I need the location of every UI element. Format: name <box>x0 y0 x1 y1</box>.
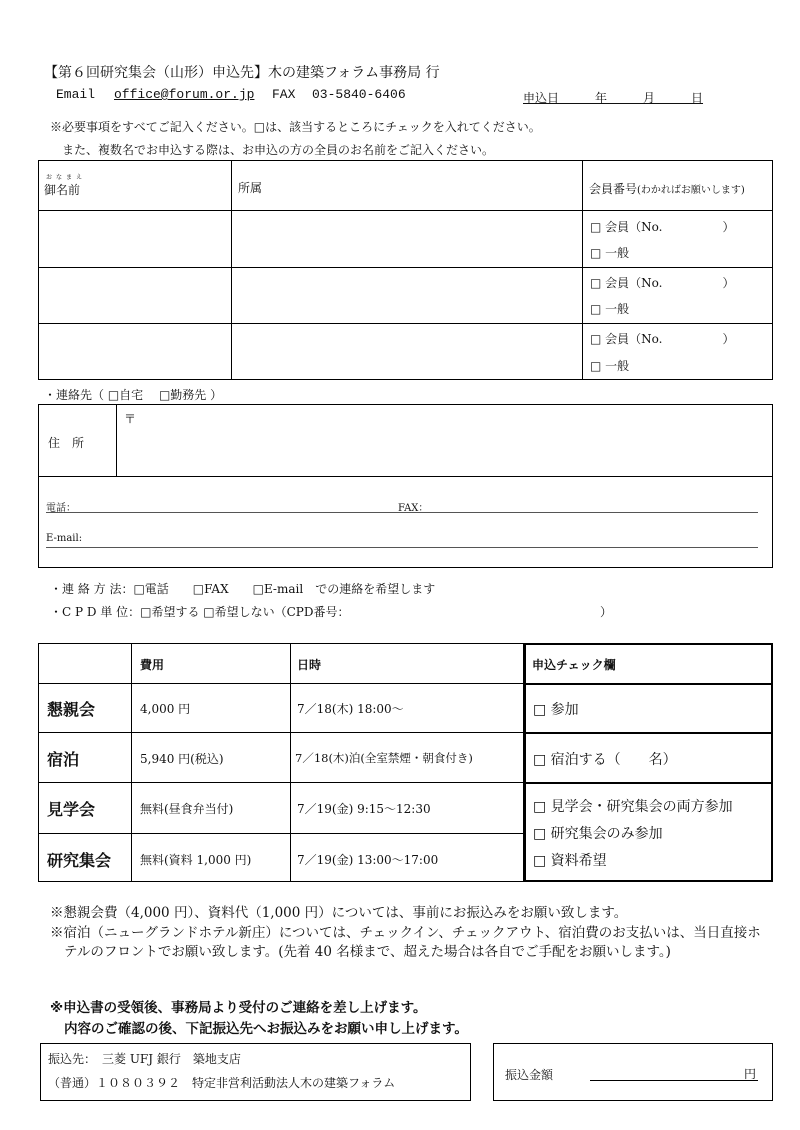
note-hotel: ※宿泊（ニューグランドホテル新庄）については、チェックイン、チェックアウト、宿泊費のお支払いは、当日直接ホテルのフロントでお願い致します。(先着 40 名様まで、超えた場合は各自でご手配をお願いします。) <box>50 925 761 960</box>
event-name-party: 懇親会 <box>47 700 96 719</box>
application-date-field[interactable]: 申込日 年 月 日 <box>523 91 704 105</box>
header-check: 申込チェック欄 <box>532 658 616 672</box>
event-datetime-party: 7／18(木) 18:00～ <box>297 702 404 716</box>
fax-number: 03-5840-6406 <box>312 87 406 102</box>
event-name-tour: 見学会 <box>47 800 96 819</box>
header-member-no: 会員番号(わかればお願いします) <box>589 182 745 196</box>
event-name-stay: 宿泊 <box>47 750 80 769</box>
contact-box <box>38 404 773 568</box>
header-fee: 費用 <box>140 658 165 672</box>
cpd-close: ） <box>600 605 613 619</box>
announce-line-2: 内容のご確認の後、下記振込先へお振込みをお願い申し上げます。 <box>64 1021 468 1037</box>
contact-fax-label: FAX： <box>398 503 429 514</box>
event-fee-party: 4,000 円 <box>140 702 191 716</box>
cpd-option[interactable]: ・C P D 単 位：□希望する □希望しない（CPD番号： <box>50 605 350 619</box>
phone-label: 電話： <box>46 503 76 514</box>
address-label: 住 所 <box>48 436 85 450</box>
page-title: 【第６回研究集会（山形）申込先】木の建築フォラム事務局 行 <box>44 65 440 81</box>
bank-line-2: （普通）１０８０３９２ 特定非営利活動法人木の建築フォラム <box>48 1076 396 1090</box>
fax-label: FAX <box>272 87 296 102</box>
bank-line-1: 振込先： 三菱 UFJ 銀行 築地支店 <box>48 1052 241 1066</box>
general-option-row-3[interactable]: □ 一般 <box>590 359 630 373</box>
header-datetime: 日時 <box>297 658 322 672</box>
event-fee-stay: 5,940 円(税込) <box>140 752 224 766</box>
member-option-row-1[interactable]: □ 会員（No. ） <box>590 220 735 234</box>
member-option-row-3[interactable]: □ 会員（No. ） <box>590 332 735 346</box>
event-datetime-stay: 7／18(木)泊(全室禁煙・朝食付き) <box>295 751 473 765</box>
general-option-row-1[interactable]: □ 一般 <box>590 246 630 260</box>
amount-line[interactable] <box>590 1080 758 1081</box>
check-party[interactable]: □ 参加 <box>533 702 579 718</box>
header-name: 御名前 <box>44 183 81 197</box>
name-ruby: おなまえ <box>46 174 87 181</box>
instruction-line-1: ※必要事項をすべてご記入ください。□は、該当するところにチェックを入れてください。 <box>50 120 541 134</box>
general-option-row-2[interactable]: □ 一般 <box>590 302 630 316</box>
header-affiliation: 所属 <box>238 181 263 195</box>
check-materials[interactable]: □ 資料希望 <box>533 853 607 869</box>
event-datetime-meeting: 7／19(金) 13:00～17:00 <box>297 853 439 867</box>
event-datetime-tour: 7／19(金) 9:15～12:30 <box>297 802 431 816</box>
announce-line-1: ※申込書の受領後、事務局より受付のご連絡を差し上げます。 <box>50 1000 427 1016</box>
event-name-meeting: 研究集会 <box>47 851 112 870</box>
email-label: Email <box>56 87 96 102</box>
contact-email-label: E-mail: <box>46 533 83 544</box>
event-fee-tour: 無料(昼食弁当付) <box>140 802 234 816</box>
amount-label: 振込金額 <box>505 1068 554 1082</box>
phone-fax-line[interactable] <box>46 512 758 513</box>
email-line[interactable] <box>46 547 758 548</box>
email-link[interactable]: office@forum.or.jp <box>114 87 255 102</box>
check-stay[interactable]: □ 宿泊する（ 名） <box>533 752 677 768</box>
check-meeting-only[interactable]: □ 研究集会のみ参加 <box>533 826 663 842</box>
member-option-row-2[interactable]: □ 会員（No. ） <box>590 276 735 290</box>
check-tour-both[interactable]: □ 見学会・研究集会の両方参加 <box>533 799 733 815</box>
event-fee-meeting: 無料(資料 1,000 円) <box>140 853 252 867</box>
note-fees: ※懇親会費（4,000 円）、資料代（1,000 円）については、事前にお振込みをお願い致します。 <box>50 905 628 921</box>
postal-mark: 〒 <box>124 412 137 426</box>
contact-method[interactable]: ・連 絡 方 法：□電話 □FAX □E-mail での連絡を希望します <box>50 582 436 596</box>
contact-type[interactable]: ・連絡先（ □自宅 □勤務先 ） <box>44 388 223 402</box>
yen-label: 円 <box>744 1067 757 1081</box>
instruction-line-2: また、複数名でお申込する際は、お申込の方の全員のお名前をご記入ください。 <box>62 143 495 157</box>
